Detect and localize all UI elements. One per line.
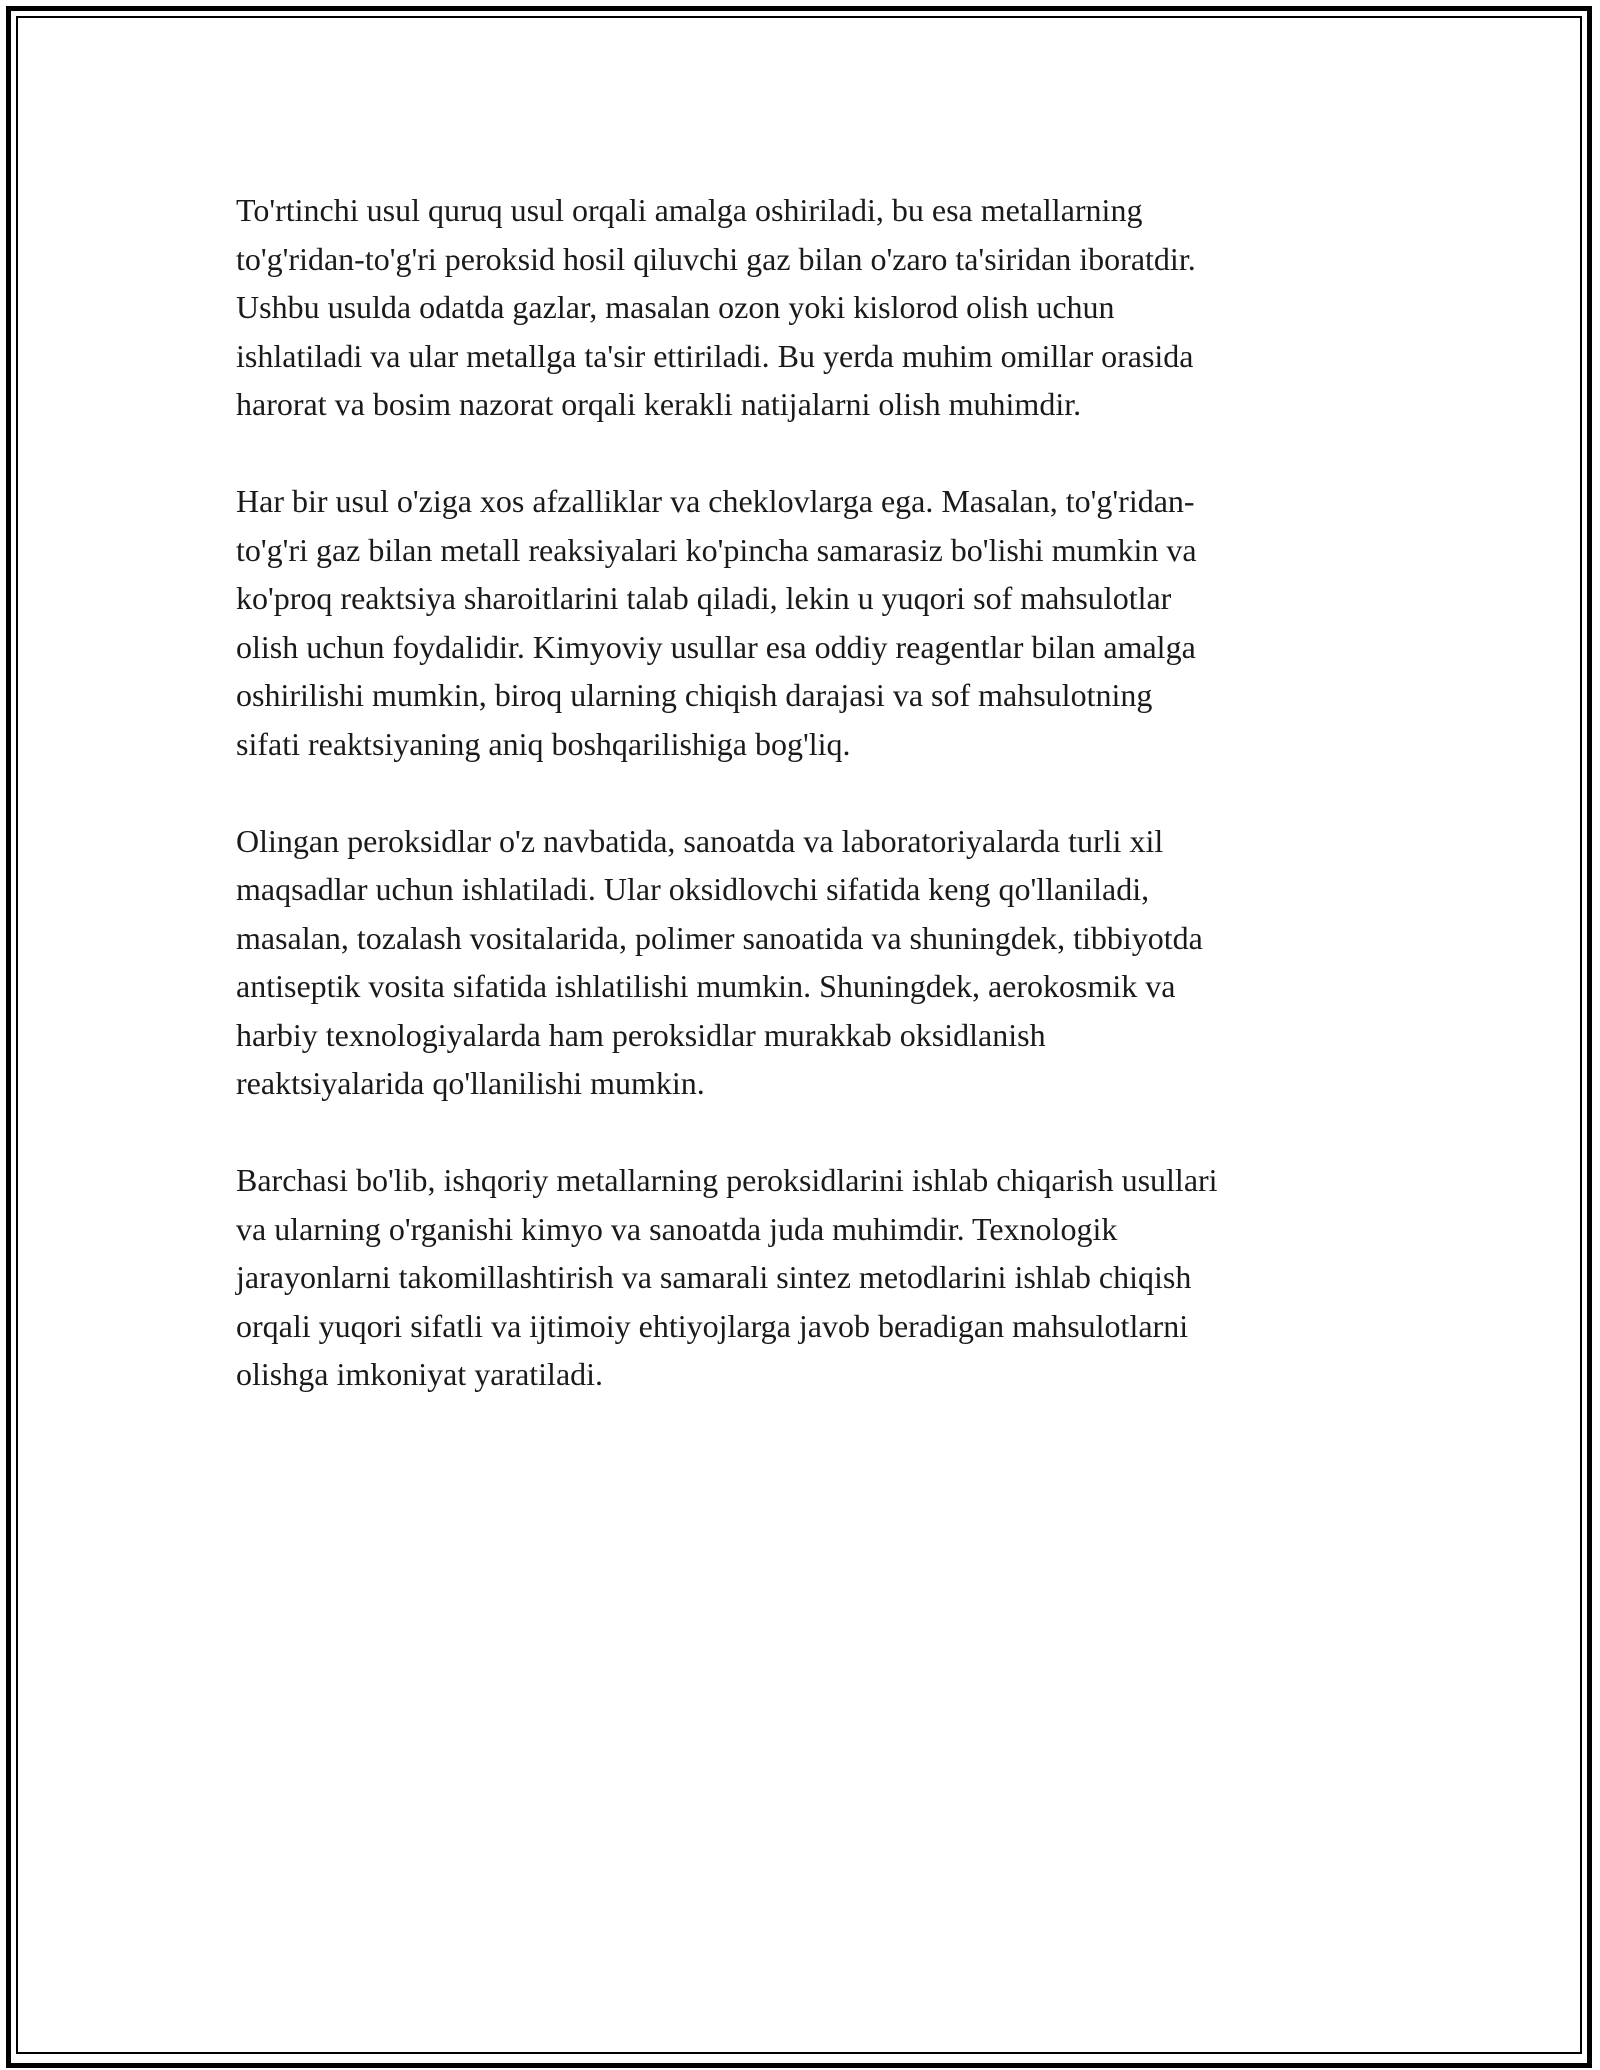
document-body — [236, 186, 1376, 1447]
paragraph: Olingan peroksidlar o'z navbatida, sanoatda va laboratoriyalarda turli xil maqsadlar uchun ishlatiladi. Ular oksidlovchi sifatida keng qo'llaniladi, masalan, tozalash vositalarida, polimer sanoatida va shuningdek, tibbiyotda antiseptik vosita sifatida ishlatilishi mumkin. Shuningdek, aerokosmik va harbiy texnologiyalarda ham peroksidlar murakkab oksidlanish reaktsiyalarida qo'llanilishi mumkin. — [236, 822, 1203, 1101]
paragraph: Har bir usul o'ziga xos afzalliklar va cheklovlarga ega. Masalan, to'g'ridan- to'g'ri gaz bilan metall reaksiyalari ko'pincha samarasiz bo'lishi mumkin va ko'proq reaktsiya sharoitlarini talab qiladi, lekin u yuqori sof mahsulotlar olish uchun foydalidir. Kimyoviy usullar esa oddiy reagentlar bilan amalga oshirilishi mumkin, biroq ularning chiqish darajasi va sof mahsulotning sifati reaktsiyaning aniq boshqarilishiga bog'liq. — [236, 483, 1197, 762]
paragraph: Barchasi bo'lib, ishqoriy metallarning peroksidlarini ishlab chiqarish usullari va ularning o'rganishi kimyo va sanoatda juda muhimdir. Texnologik jarayonlarni takomillashtirish va samarali sintez metodlarini ishlab chiqish orqali yuqori sifatli va ijtimoiy ehtiyojlarga javob beradigan mahsulotlarni olishga imkoniyat yaratiladi. — [236, 1162, 1218, 1392]
paragraph: To'rtinchi usul quruq usul orqali amalga oshiriladi, bu esa metallarning to'g'ridan-to'g'ri peroksid hosil qiluvchi gaz bilan o'zaro ta'siridan iboratdir. Ushbu usulda odatda gazlar, masalan ozon yoki kislorod olish uchun ishlatiladi va ular metallga ta'sir ettiriladi. Bu yerda muhim omillar orasida harorat va bosim nazorat orqali kerakli natijalarni olish muhimdir. — [236, 192, 1196, 422]
